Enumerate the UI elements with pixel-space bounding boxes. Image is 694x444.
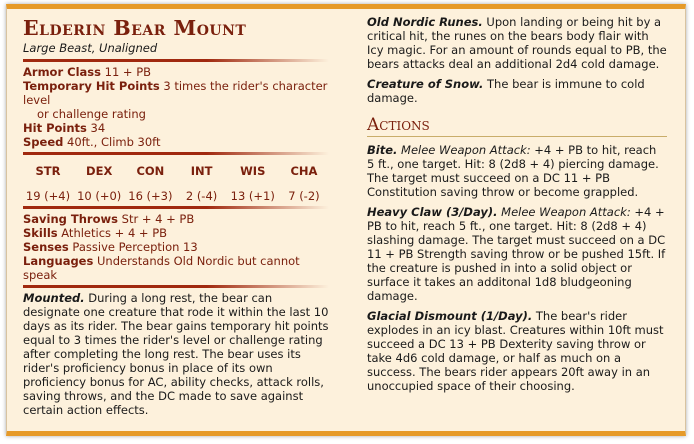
languages-label: Languages — [23, 254, 94, 268]
divider — [23, 206, 329, 209]
ability-score: 10 (+0) — [77, 189, 122, 203]
ability-name: INT — [190, 164, 213, 178]
monster-type: Large Beast, Unaligned — [23, 41, 158, 55]
armor-class-label: Armor Class — [23, 65, 101, 79]
ability-score: 13 (+1) — [230, 189, 275, 203]
ability-name: STR — [35, 164, 61, 178]
temp-hp-value-cont: or challenge rating — [37, 107, 146, 121]
action-heavy-claw — [367, 205, 667, 303]
ability-score: 2 (-4) — [185, 189, 218, 203]
divider — [23, 59, 329, 62]
action-name: Glacial Dismount (1/Day). — [367, 309, 533, 323]
temporary-hit-points — [23, 79, 329, 121]
action-name: Bite. — [367, 143, 398, 157]
ability-con — [125, 163, 175, 203]
senses — [23, 240, 329, 254]
trait-text: The bear is immune to cold damage. — [367, 77, 645, 105]
trait-old-nordic-runes — [367, 15, 667, 71]
skills — [23, 226, 329, 240]
action-text: The bear's rider explodes in an icy blast. Creatures within 10ft must succeed a DC 13 + PB Dexterity saving throw or take 4d6 cold damage, or half as much on a success. The bears rider appears 20ft away in an unoccupied space of their choosing. — [367, 309, 664, 393]
ability-name: CHA — [290, 164, 318, 178]
ability-int — [177, 163, 227, 203]
senses-label: Senses — [23, 240, 69, 254]
trait-text: Upon landing or being hit by a critical hit, the runes on the bears body flair with Icy magic. For an amount of rounds equal to PB, the bears attacks deal an additional 2d4 cold damage. — [367, 15, 667, 71]
ability-scores — [23, 163, 329, 203]
action-type: Melee Weapon Attack: — [501, 205, 631, 219]
left-column — [23, 15, 329, 417]
ability-name: WIS — [240, 164, 266, 178]
ability-name: DEX — [86, 164, 113, 178]
trait-name: Creature of Snow. — [367, 77, 484, 91]
actions-heading: Actions — [367, 115, 667, 137]
ability-dex — [74, 163, 124, 203]
divider — [23, 285, 329, 288]
trait-name: Old Nordic Runes. — [367, 15, 483, 29]
ability-wis — [228, 163, 278, 203]
action-bite — [367, 143, 667, 199]
speed-value: 40ft., Climb 30ft — [67, 135, 161, 149]
action-text: +4 + PB to hit, reach 5 ft., one target. Hit: 8 (2d8 + 4) slashing damage. The target must succeed on a DC 11 + PB Strength saving throw or be pushed 15ft. If the creature is pushed in into a solid object or surface it takes an additonal 1d8 bludgeoning damage. — [367, 205, 666, 303]
monster-name: Elderin Bear Mount — [23, 16, 247, 40]
action-type: Melee Weapon Attack: — [401, 143, 531, 157]
speed — [23, 135, 329, 149]
action-glacial-dismount — [367, 309, 667, 393]
hit-points-value: 34 — [90, 121, 106, 135]
trait-creature-of-snow — [367, 77, 667, 105]
trait-name: Mounted. — [23, 291, 85, 305]
action-name: Heavy Claw (3/Day). — [367, 205, 498, 219]
saving-throws-label: Saving Throws — [23, 212, 118, 226]
stat-block — [6, 4, 686, 436]
armor-class — [23, 65, 329, 79]
ability-str — [23, 163, 73, 203]
saving-throws-value: Str + 4 + PB — [121, 212, 195, 226]
senses-value: Passive Perception 13 — [72, 240, 198, 254]
hit-points — [23, 121, 329, 135]
right-column — [367, 15, 667, 393]
trait-mounted — [23, 291, 329, 417]
ability-score: 16 (+3) — [128, 189, 173, 203]
speed-label: Speed — [23, 135, 64, 149]
temp-hp-label: Temporary Hit Points — [23, 79, 160, 93]
ability-score: 19 (+4) — [25, 189, 71, 203]
skills-label: Skills — [23, 226, 58, 240]
saving-throws — [23, 212, 329, 226]
hit-points-label: Hit Points — [23, 121, 87, 135]
divider — [23, 152, 329, 155]
armor-class-value: 11 + PB — [104, 65, 152, 79]
languages — [23, 254, 329, 282]
temp-hp-value: 3 times the rider's character level — [23, 79, 328, 107]
ability-cha — [279, 163, 329, 203]
ability-name: CON — [136, 164, 165, 178]
languages-value: Understands Old Nordic but cannot speak — [23, 254, 300, 282]
trait-text: During a long rest, the bear can designate one creature that rode it within the last 10 days as its rider. The bear gains temporary hit points equal to 3 times the rider's level or challenge rating after completing the long rest. The bear uses its rider's proficiency bonus in place of its own proficiency bonus for AC, ability checks, attack rolls, saving throws, and the DC made to save against certain action effects. — [23, 291, 329, 417]
skills-value: Athletics + 4 + PB — [61, 226, 168, 240]
action-text: +4 + PB to hit, reach 5 ft., one target. Hit: 8 (2d8 + 4) piercing damage. The target must succeed on a DC 11 + PB Constitution saving throw or become grappled. — [367, 143, 659, 199]
ability-score: 7 (-2) — [288, 189, 320, 203]
